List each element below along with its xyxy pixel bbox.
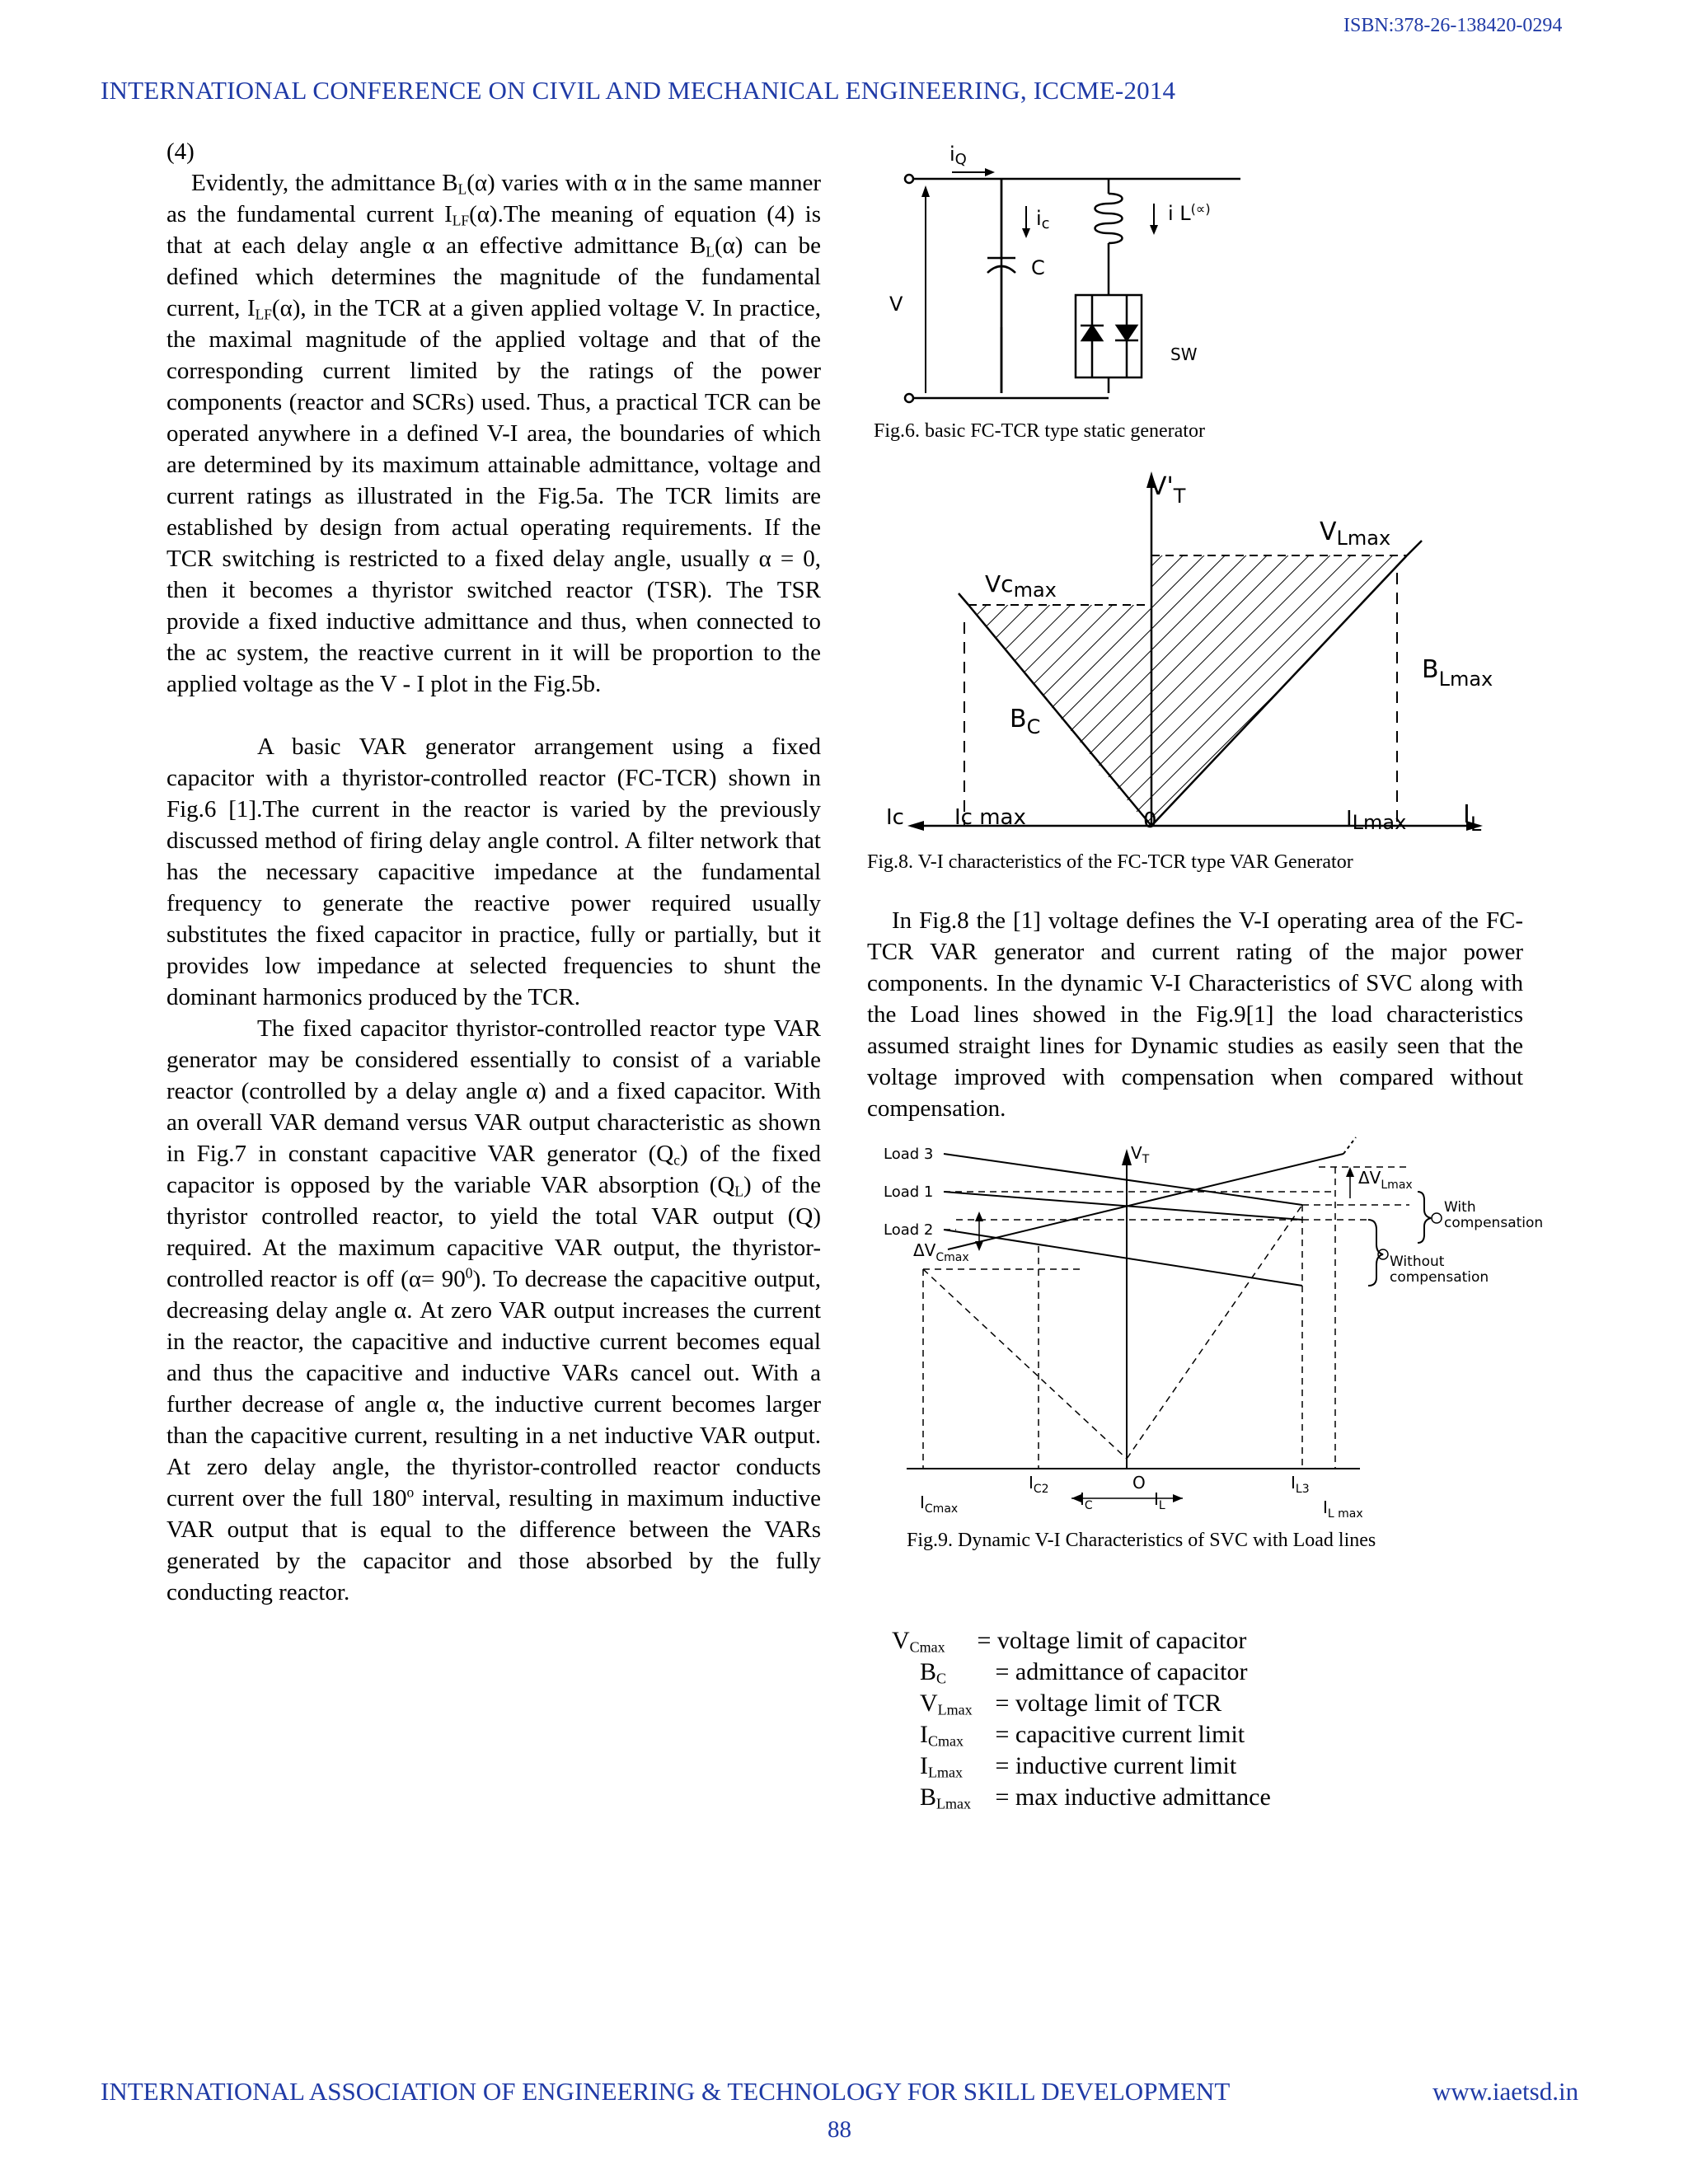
paragraph-3: The fixed capacitor thyristor-controlled reactor type VAR generator may be considered essentially to consist of a variable reactor (controlled by a delay angle α) and a fixed capacitor. With an overall VAR demand versus VAR output characteristic as shown in Fig.7 in constant capacitive VAR generator $(Q_c)$ of the fixed capacitor is opposed by the variable VAR absorption $(Q_L)$ of the thyristor controlled reactor, to yield the total VAR output (Q) required. At the maximum capacitive VAR output, the thyristor-controlled reactor is off $(\alpha= 90^0)$. To decrease the capacitive output, decreasing delay angle α. At zero VAR output increases the current in the reactor, the capacitive and inductive current becomes equal and thus the capacitive and inductive VARs cancel out. With a further decrease of angle α, the inductive current becomes larger than the capacitive current, resulting in a net inductive VAR output. At zero delay angle, the thyristor-controlled reactor conducts current over the full 180$^o$ interval, resulting in maximum inductive VAR output that is equal to the difference between the VARs generated by the capacitor and those absorbed by the fully conducting reactor. [166,1015,821,1605]
page-number: 88 [828,2116,851,2143]
fig9-ic2-label: $I_{C2}$ [1029,1473,1049,1496]
fig6-il-label: i L(∝) [1168,201,1211,225]
right-paragraph-1: In Fig.8 the [1] voltage defines the V-I operating area of the FC-TCR VAR generator and current rating of the major power components. In the dynamic V-I Characteristics of SVC along with the Load lines showed in the Fig.9[1] the load characteristics assumed straight lines for Dynamic studies as easily seen that the voltage improved with compensation when compared without compensation. [867,907,1523,1122]
fig9-ilmax-label: $I_{L max}$ [1323,1497,1363,1521]
fig9-il3-label: $I_{L3}$ [1291,1473,1310,1496]
fig8-zero-label: 0 [1143,808,1157,833]
fig9-load3-label: Load 3 [884,1146,934,1163]
fig9-il-label: $I_L$ [1154,1489,1165,1512]
fig6-c-label: C [1031,256,1045,279]
fig9-load2-label: Load 2 [884,1221,934,1239]
legend-row: $I_{Cmax}$ = capacitive current limit [920,1721,1245,1750]
fig8-il-label: $I_L$ [1463,800,1482,836]
fig9-dvlmax-label: $\Delta V_{Lmax}$ [1358,1168,1413,1192]
fig8-vlmax-label: $V_{Lmax}$ [1320,518,1391,550]
symbol-legend [892,1625,1271,1813]
fig9-dynamic-vi [874,1129,1544,1525]
right-column-text [867,905,1523,1124]
legend-row: $V_{Cmax}$ = voltage limit of capacitor [892,1627,1247,1656]
legend-row: $I_{Lmax}$ = inductive current limit [920,1752,1237,1781]
conference-header: INTERNATIONAL CONFERENCE ON CIVIL AND MECHANICAL ENGINEERING, ICCME-2014 [101,76,1176,105]
fig9-dvcmax-label: $\Delta V_{Cmax}$ [913,1240,969,1264]
fig6-v-label: V [889,293,903,316]
fig8-icmax-label: Ic max [954,805,1026,830]
fig9-without-label-2: compensation [1390,1269,1489,1286]
fig9-load1-label: Load 1 [884,1183,934,1201]
footer-association: INTERNATIONAL ASSOCIATION OF ENGINEERING & TECHNOLOGY FOR SKILL DEVELOPMENT [101,2077,1231,2106]
fig9-caption: Fig.9. Dynamic V-I Characteristics of SVC with Load lines [907,1530,1376,1551]
paragraph-1: Evidently, the admittance $B_L(\alpha)$ varies with α in the same manner as the fundamental current $I_{LF}(\alpha).The$ meaning of equation (4) is that at each delay angle α an effective admittance $B_L(\alpha)$ can be defined which determines the magnitude of the fundamental current, $I_{LF}(\alpha)$, in the TCR at a given applied voltage V. In practice, the maximal magnitude of the applied voltage and that of the corresponding current limited by the ratings of the power components (reactor and SCRs) used. Thus, a practical TCR can be operated anywhere in a defined V-I area, the boundaries of which are determined by its maximum attainable admittance, voltage and current ratings as illustrated in the Fig.5a. The TCR limits are established by design from actual operating requirements. If the TCR switching is restricted to a fixed delay angle, usually α = 0, then it becomes a thyristor switched reactor (TSR). The TSR provide a fixed inductive admittance and thus, when connected to the ac system, the reactive current in it will be proportion to the applied voltage as the V - I plot in the Fig.5b. [166,170,822,697]
fig8-vi-characteristics [878,462,1504,849]
fig6-sw-label: SW [1170,344,1198,364]
fig8-bc-label: $B_C$ [1010,705,1041,738]
footer-website-link[interactable]: www.iaetsd.in [1432,2077,1579,2106]
fig6-iq-label: iQ [950,143,967,168]
fig9-with-label-1: With [1444,1199,1476,1216]
fig6-caption: Fig.6. basic FC-TCR type static generator [874,420,1205,442]
legend-row: $B_C$ = admittance of capacitor [920,1658,1248,1687]
legend-row: $V_{Lmax}$ = voltage limit of TCR [920,1690,1222,1718]
isbn-label: ISBN:378-26-138420-0294 [1343,15,1563,36]
fig6-ic-label: ic [1036,207,1050,232]
legend-row: $B_{Lmax} = \max$ inductive admittance [920,1783,1271,1812]
fig9-ic-label: $I_C$ [1080,1489,1093,1512]
fig9-without-label-1: Without [1390,1254,1445,1270]
fig8-blmax-label: $B_{Lmax}$ [1422,655,1493,691]
fig8-vt-label: $V'_T$ [1150,472,1186,508]
fig9-with-label-2: compensation [1444,1215,1544,1231]
fig9-zero-label: O [1132,1473,1146,1493]
fig9-icmax-label: $I_{Cmax}$ [920,1493,959,1516]
equation-number: (4) [166,138,195,165]
fig8-ilmax-label: ILmax [1346,807,1407,834]
fig8-ic-label: Ic [886,805,904,830]
fig8-vcmax-label: Vcmax [985,570,1057,602]
fig9-vt-label: $V_T$ [1131,1143,1150,1166]
fig6-circuit [870,136,1249,416]
fig8-caption: Fig.8. V-I characteristics of the FC-TCR type VAR Generator [867,851,1353,873]
left-column [166,136,821,1608]
paragraph-2: A basic VAR generator arrangement using a fixed capacitor with a thyristor-controlled reactor (FC-TCR) shown in Fig.6 [1].The current in the reactor is varied by the previously discussed method of firing delay angle control. A filter network that has the necessary capacitive impedance at the fundamental frequency to generate the reactive power required usually substitutes the fixed capacitor in practice, fully or partially, but it provides low impedance at selected frequencies to shunt the dominant harmonics produced by the TCR. [166,733,821,1010]
